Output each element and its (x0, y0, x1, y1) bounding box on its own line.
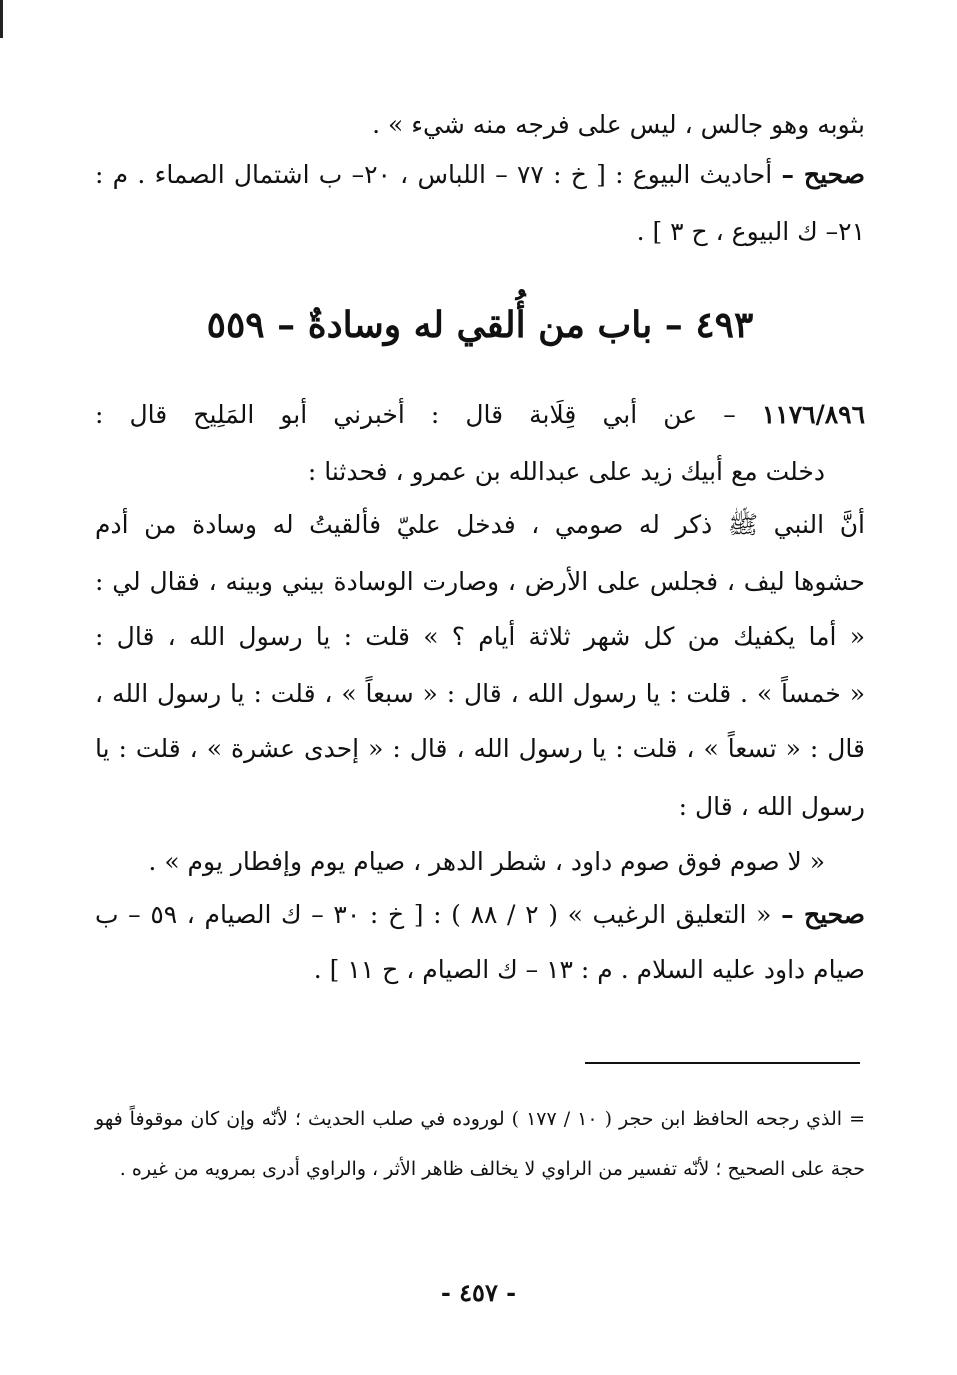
intro-line-1: بثوبه وهو جالس ، ليس على فرجه منه شيء » . (372, 110, 865, 139)
intro-line-3: ٢١– ك البيوع ، ح ٣ ] . (636, 217, 865, 246)
intro-line-2 (95, 158, 865, 192)
hadith-line-3: أنَّ النبي ﷺ ذكر له صومي ، فدخل عليّ فألقيتُ له وسادة من أدم (95, 510, 865, 539)
scan-edge-mark (0, 0, 3, 38)
hadith-line-5: « أما يكفيك من كل شهر ثلاثة أيام ؟ » قلت : يا رسول الله ، قال : (95, 622, 865, 651)
footnote-line-1: = الذي رجحه الحافظ ابن حجر ( ١٠ / ١٧٧ ) لوروده في صلب الحديث ؛ لأنّه وإن كان موقوفاً فهو (95, 1108, 865, 1130)
hadith-line-4: حشوها ليف ، فجلس على الأرض ، وصارت الوسادة بيني وبينه ، فقال لي : (95, 567, 865, 596)
hadith-line-7: قال : « تسعاً » ، قلت : يا رسول الله ، قال : « إحدى عشرة » ، قلت : يا (95, 734, 865, 763)
hadith-line-8: رسول الله ، قال : (678, 792, 865, 821)
hadith-line-10-text: « التعليق الرغيب » ( ٢ / ٨٨ ) : [ خ : ٣٠ – ك الصيام ، ٥٩ – ب (95, 900, 782, 929)
hadith-line-10 (95, 898, 865, 932)
hadith-line-11: صيام داود عليه السلام . م : ١٣ – ك الصيام ، ح ١١ ] . (313, 955, 865, 984)
chapter-title: ٤٩٣ – باب من أُلقي له وسادةٌ – ٥٥٩ (206, 304, 754, 346)
page-number: - ٤٥٧ - (440, 1278, 517, 1307)
footnote-divider (585, 1062, 860, 1064)
footnote-line-2: حجة على الصحيح ؛ لأنّه تفسير من الراوي لا يخالف ظاهر الأثر ، والراوي أدرى بمرويه من غيره . (119, 1158, 865, 1180)
grade-label: صحيح – (781, 900, 866, 929)
hadith-line-1-text: – عن أبي قِلَابة قال : أخبرني أبو المَلِيح قال : (95, 400, 762, 429)
hadith-line-6: « خمساً » . قلت : يا رسول الله ، قال : « سبعاً » ، قلت : يا رسول الله ، (95, 679, 865, 708)
grade-label: صحيح – (781, 160, 865, 189)
hadith-number: ١١٧٦/٨٩٦ (761, 400, 865, 429)
intro-line-2-text: أحاديث البيوع : [ خ : ٧٧ – اللباس ، ٢٠– ب اشتمال الصماء . م : (95, 160, 782, 189)
hadith-line-1 (95, 398, 865, 432)
hadith-line-2: دخلت مع أبيك زيد على عبدالله بن عمرو ، فحدثنا : (307, 457, 825, 486)
hadith-line-9: « لا صوم فوق صوم داود ، شطر الدهر ، صيام يوم وإفطار يوم » . (148, 847, 825, 876)
